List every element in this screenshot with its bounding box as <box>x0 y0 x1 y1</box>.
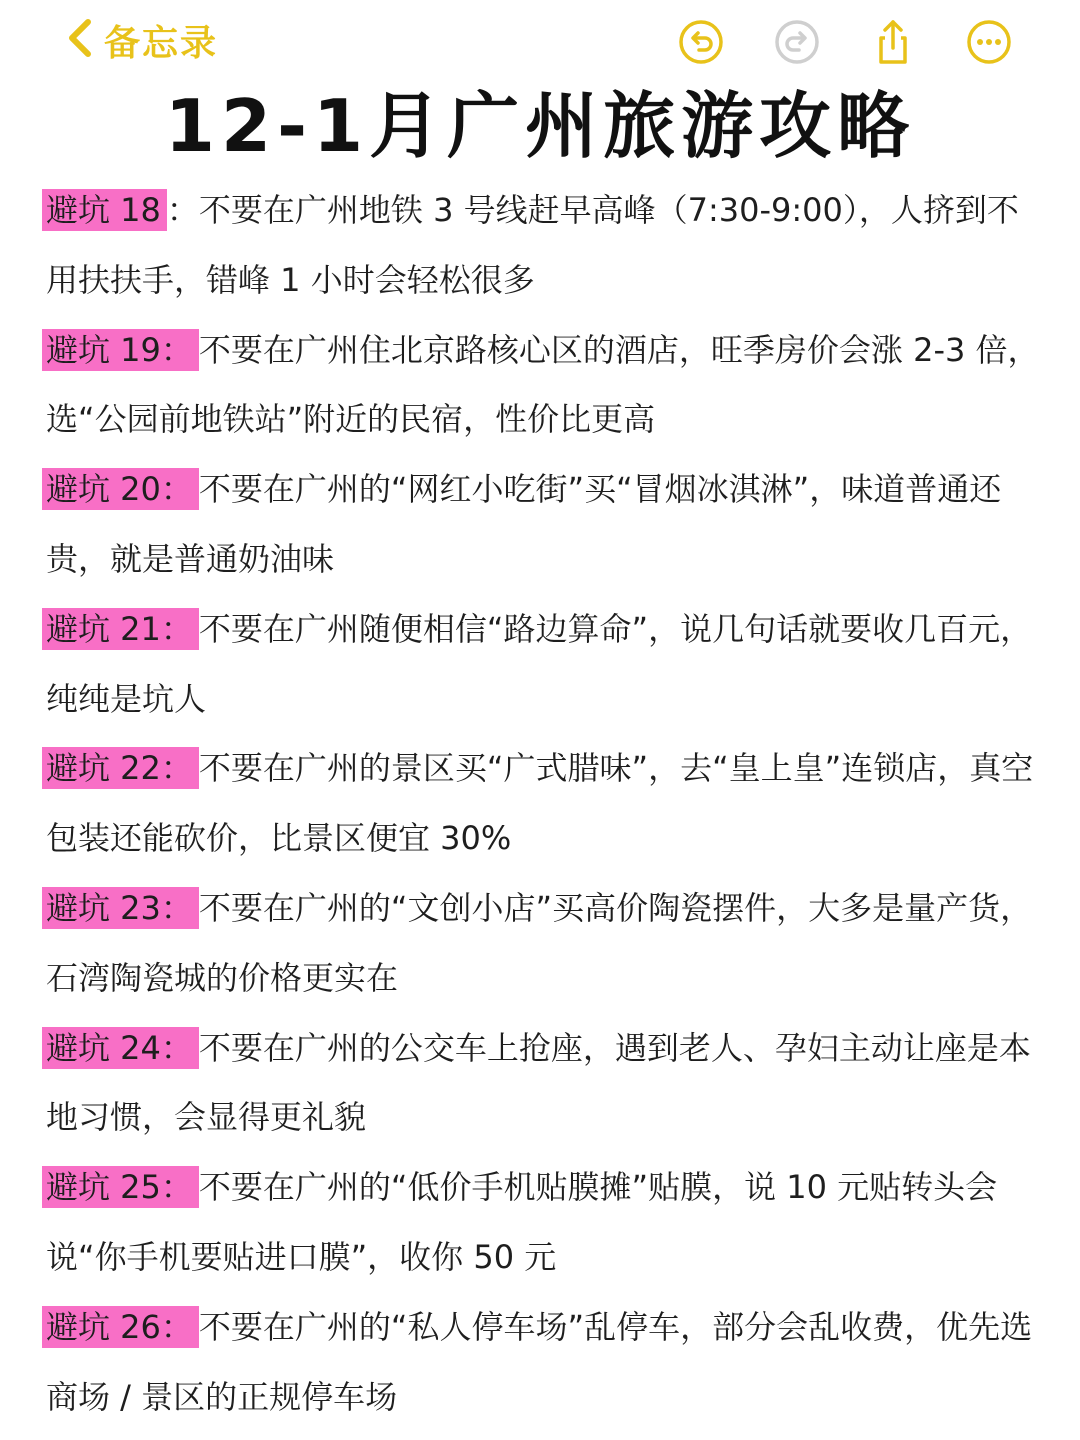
tip-text: 不要在广州的“网红小吃街”买“冒烟冰淇淋”，味道普通还贵，就是普通奶油味 <box>46 470 1002 578</box>
tip-text: 不要在广州的“低价手机贴膜摊”贴膜，说 10 元贴转头会说“你手机要贴进口膜”，收你 50 元 <box>46 1168 998 1276</box>
tip-tag: 避坑 22： <box>42 747 199 789</box>
tip-text: 不要在广州的“私人停车场”乱停车，部分会乱收费，优先选商场 / 景区的正规停车场 <box>46 1307 1033 1416</box>
tip-tag: 避坑 26： <box>42 1306 199 1348</box>
tip-item <box>46 316 1046 456</box>
tip-item <box>46 1014 1046 1154</box>
tip-item <box>46 1293 1046 1433</box>
chevron-left-icon <box>62 16 96 64</box>
tip-text: 不要在广州的公交车上抢座，遇到老人、孕妇主动让座是本地习惯，会显得更礼貌 <box>46 1028 1031 1137</box>
tip-text: 不要在广州随便相信“路边算命”，说几句话就要收几百元，纯纯是坑人 <box>46 609 1033 718</box>
navigation-bar <box>0 0 1080 84</box>
tip-tag: 避坑 20： <box>42 468 199 510</box>
tip-item <box>46 874 1046 1014</box>
undo-icon[interactable] <box>677 18 725 66</box>
note-body[interactable] <box>46 176 1046 1432</box>
back-button[interactable] <box>62 16 218 64</box>
tip-tag: 避坑 24： <box>42 1027 199 1069</box>
tip-tag: 避坑 23： <box>42 887 199 929</box>
tip-item <box>46 1153 1046 1293</box>
tip-text: 不要在广州的“文创小店”买高价陶瓷摆件，大多是量产货，石湾陶瓷城的价格更实在 <box>46 888 1033 997</box>
back-label: 备忘录 <box>104 22 219 64</box>
note-title: 12-1月广州旅游攻略 <box>164 84 916 168</box>
tip-tag: 避坑 19： <box>42 329 199 371</box>
tip-item <box>46 595 1046 735</box>
tip-item <box>46 176 1046 316</box>
tip-text: 不要在广州住北京路核心区的酒店，旺季房价会涨 2-3 倍，选“公园前地铁站”附近的民宿，性价比更高 <box>46 330 1040 439</box>
tip-tag: 避坑 21： <box>42 608 199 650</box>
tip-item <box>46 455 1046 595</box>
tip-item <box>46 734 1046 874</box>
redo-icon[interactable] <box>773 18 821 66</box>
tip-text: 不要在广州的景区买“广式腊味”，去“皇上皇”连锁店，真空包装还能砍价，比景区便宜 30% <box>46 749 1034 858</box>
more-icon[interactable] <box>965 18 1013 66</box>
tip-tag: 避坑 25： <box>42 1166 199 1208</box>
tip-tag: 避坑 18 <box>42 189 167 231</box>
tip-text: ：不要在广州地铁 3 号线赶早高峰（7:30-9:00），人挤到不用扶扶手，错峰 1 小时会轻松很多 <box>46 191 1019 299</box>
share-icon[interactable] <box>869 18 917 66</box>
